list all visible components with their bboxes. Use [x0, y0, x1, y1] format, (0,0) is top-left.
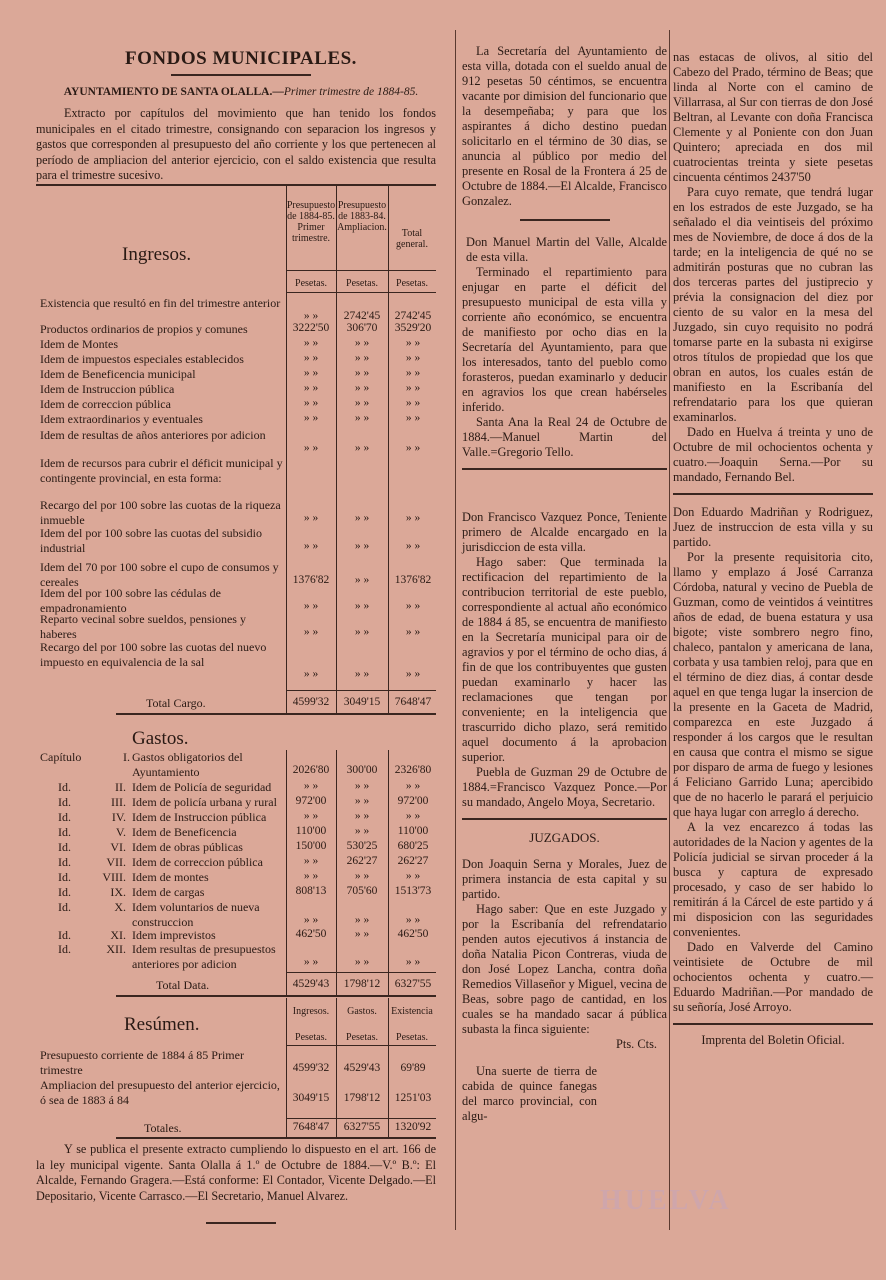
ingresos-row-c1: » »: [303, 668, 319, 680]
ingresos-row-c1: » »: [303, 337, 319, 349]
gastos-row-num: VII.: [106, 855, 126, 869]
closing-ornament: [206, 1222, 276, 1224]
closing-paragraph: Y se publica el presente extracto cumpliendo lo dispuesto en el art. 166 de la ley municipal vigente. Santa Olalla á 1.º de Octubre de 1884.—V.º B.º: El Alcalde, Fernando Gragera.—Está conforme: El Contador, Vicente Delgado.—El Depositario, Vicente Carrasco.—El Secretario, Manuel Alvarez.: [36, 1142, 436, 1203]
ingresos-row-c3: » »: [405, 668, 421, 680]
ingresos-row-label: Productos ordinarios de propios y comunes: [40, 322, 248, 336]
column-juzgados: [673, 50, 873, 1048]
gastos-row-label: Idem de Beneficencia: [132, 825, 237, 839]
gastos-row-cap: Capítulo: [40, 750, 82, 764]
gastos-row-num: IV.: [111, 810, 126, 824]
huelva-signature: Dado en Huelva á treinta y uno de Octubre de mil ochocientos ochenta y cuatro.—Joaquin Serna.—Por su mandado, Fernando Bel.: [673, 425, 873, 484]
ingresos-row-c3: 1376'82: [394, 574, 432, 586]
resumen-row-c2: 1798'12: [343, 1092, 381, 1104]
ingresos-row-c2: » »: [354, 352, 370, 364]
ingresos-row-c1: » »: [303, 412, 319, 424]
gastos-row-c2: » »: [354, 928, 370, 940]
resumen-unit-1: Pesetas.: [295, 1032, 327, 1043]
ingresos-row-label: Idem de resultas de años anteriores por adicion: [40, 428, 266, 442]
resumen-row-label: Presupuesto corriente de 1884 á 85 Primer trimestre: [40, 1048, 244, 1077]
gastos-row-cap: Id.: [58, 825, 71, 839]
ingresos-row-label: Recargo del por 100 sobre las cuotas del nuevo impuesto en equivalencia de la sal: [40, 640, 267, 669]
ingresos-row-c1: 3222'50: [292, 322, 330, 334]
total-cargo-label: Total Cargo.: [146, 696, 206, 710]
gastos-row-c3: » »: [405, 914, 421, 926]
subtitle: [36, 86, 446, 98]
ingresos-row-c2: » »: [354, 574, 370, 586]
gastos-row-label: Gastos obligatorios del Ayuntamiento: [132, 750, 243, 779]
totales-label: Totales.: [144, 1121, 182, 1135]
subtitle-rest: Primer trimestre de 1884-85.: [283, 86, 419, 98]
unit-2: Pesetas.: [346, 278, 378, 289]
gastos-row-c3: » »: [405, 956, 421, 968]
gastos-row-c2: » »: [354, 810, 370, 822]
ingresos-row-label: Idem de impuestos especiales establecidos: [40, 352, 244, 366]
resumen-row-c2: 4529'43: [343, 1062, 381, 1074]
imprenta-footer: Imprenta del Boletin Oficial.: [701, 1033, 845, 1047]
resumen-row-c1: 4599'32: [292, 1062, 330, 1074]
ingresos-row-c1: » »: [303, 352, 319, 364]
gastos-row-c2: 300'00: [346, 764, 378, 776]
ingresos-row-c2: » »: [354, 337, 370, 349]
ingresos-row-c3: 2742'45: [394, 310, 432, 322]
resumen-row-c3: 69'89: [400, 1062, 426, 1074]
total-cargo-c2: 3049'15: [343, 696, 381, 708]
unit-3: Pesetas.: [396, 278, 428, 289]
gastos-row-label: Idem de cargas: [132, 885, 205, 899]
gastos-row-c2: » »: [354, 825, 370, 837]
separator: [673, 493, 873, 495]
ingresos-row-label: Idem de Montes: [40, 337, 118, 351]
totales-c3: 1320'92: [394, 1121, 432, 1133]
total-data-c2: 1798'12: [343, 978, 381, 990]
archive-watermark: HUELVA: [600, 1185, 732, 1216]
ingresos-row-label: Recargo del por 100 sobre las cuotas de la riqueza inmueble: [40, 498, 281, 527]
gastos-bottom-rule: [116, 995, 436, 997]
ingresos-row-label: Existencia que resultó en fin del trimestre anterior: [40, 296, 281, 310]
resumen-col-ingresos: Ingresos.: [292, 1006, 330, 1017]
gastos-row-cap: Id.: [58, 870, 71, 884]
ingresos-bottom-rule: [116, 713, 436, 715]
separator: [462, 818, 667, 820]
ingresos-row-c2: » »: [354, 600, 370, 612]
ingresos-row-c2: 306'70: [346, 322, 378, 334]
gastos-row-label: Idem voluntarios de nueva construccion: [132, 900, 260, 929]
unit-rule: [286, 292, 436, 293]
ingresos-row-c1: » »: [303, 540, 319, 552]
separator: [673, 1023, 873, 1025]
gastos-row-cap: Id.: [58, 795, 71, 809]
ingresos-row-c3: » »: [405, 382, 421, 394]
ingresos-row-c3: » »: [405, 600, 421, 612]
col-header-total: Total general.: [396, 228, 428, 250]
gastos-row-c2: » »: [354, 795, 370, 807]
gastos-row-num: XI.: [110, 928, 126, 942]
ingresos-row-label: Idem de correccion pública: [40, 397, 171, 411]
madrinan-heading: Don Eduardo Madriñan y Rodriguez, Juez de instruccion de esta villa y su partido.: [673, 505, 873, 549]
ingresos-row-label: Idem del por 100 sobre las cédulas de empadronamiento: [40, 586, 221, 615]
gastos-row-label: Idem de montes: [132, 870, 209, 884]
ingresos-row-c2: » »: [354, 540, 370, 552]
gastos-row-c1: » »: [303, 956, 319, 968]
ingresos-row-label: Idem extraordinarios y eventuales: [40, 412, 203, 426]
ingresos-row-c2: » »: [354, 382, 370, 394]
ingresos-row-c2: » »: [354, 412, 370, 424]
ingresos-row-c2: » »: [354, 442, 370, 454]
gastos-row-cap: Id.: [58, 810, 71, 824]
ingresos-row-c3: » »: [405, 512, 421, 524]
separator: [520, 219, 610, 221]
ingresos-row-c1: 1376'82: [292, 574, 330, 586]
subtitle-prefix: AYUNTAMIENTO DE SANTA OLALLA.—: [63, 86, 284, 98]
gastos-row-c1: 808'13: [295, 885, 327, 897]
gastos-row-label: Idem de obras públicas: [132, 840, 243, 854]
ingresos-row-c2: » »: [354, 626, 370, 638]
rectificacion-notice: Hago saber: Que terminada la rectificacion del repartimiento de la contribucion territorial de este pueblo, correspondiente al actual año económico de 1884 á 85, se encuentra de manifiesto en la Secretaría municipal para oir de agravios y por el término de ocho dias, á fin de que los contribuyentes que gusten puedan examinarlo y hacer las reclamaciones que tengan por conveniente; en la inteligencia que trascurrido dicho plazo, será remitido aquel documento á la aprobacion superior.: [462, 555, 667, 764]
gastos-row-c2: 705'60: [346, 885, 378, 897]
resumen-row-label: Ampliacion del presupuesto del anterior ejercicio, ó sea de 1883 á 84: [40, 1078, 280, 1107]
ingresos-row-c3: 3529'20: [394, 322, 432, 334]
column-rule-2: [669, 30, 670, 1230]
gastos-row-c3: 110'00: [397, 825, 429, 837]
juzgados-heading: JUZGADOS.: [529, 830, 600, 845]
totales-c2: 6327'55: [343, 1121, 381, 1133]
totales-c1: 7648'47: [292, 1121, 330, 1133]
gastos-row-num: VIII.: [102, 870, 126, 884]
gastos-row-c3: 972'00: [397, 795, 429, 807]
total-data-rule: [286, 972, 436, 973]
gastos-row-label: Idem de correccion pública: [132, 855, 263, 869]
ingresos-row-c3: » »: [405, 397, 421, 409]
total-data-label: Total Data.: [156, 978, 210, 992]
ingresos-row-label: Idem de recursos para cubrir el déficit municipal y contingente provincial, en esta forma:: [40, 456, 283, 485]
ingresos-row-c2: » »: [354, 668, 370, 680]
gastos-row-num: I.: [123, 750, 130, 764]
gastos-row-label: Idem de Instruccion pública: [132, 810, 267, 824]
gastos-row-c1: 2026'80: [292, 764, 330, 776]
gastos-row-c3: » »: [405, 870, 421, 882]
repartimiento-notice: Terminado el repartimiento para enjugar en parte el déficit del presupuesto municipal de esta villa y corriente año económico, se encuentra de manifiesto por ocho dias en la Secretaría del Ayuntamiento, para que los interesados, tanto del pueblo como forasteros, puedan examinarlo y deducir en agravios los que crean habérseles inferido.: [462, 265, 667, 414]
finca-description: Una suerte de tierra de cabida de quince fanegas del marco provincial, con algu-: [462, 1064, 597, 1123]
separator: [462, 468, 667, 470]
unit-1: Pesetas.: [295, 278, 327, 289]
resumen-row-c1: 3049'15: [292, 1092, 330, 1104]
gastos-row-c1: » »: [303, 780, 319, 792]
captura-paragraph: A la vez encarezco á todas las autoridades de la Nacion y agentes de la Policía judicial se sirvan proceder á la busca y captura de expresado procesado, y caso de ser habido lo remitirán á la Cárcel de este partido y á mi disposicion con las seguridades convenientes.: [673, 820, 873, 939]
totales-rule: [286, 1118, 436, 1119]
ingresos-row-c3: » »: [405, 442, 421, 454]
ingresos-row-c2: 2742'45: [343, 310, 381, 322]
gastos-row-c3: 1513'73: [394, 885, 432, 897]
gastos-row-num: III.: [111, 795, 126, 809]
gastos-row-cap: Id.: [58, 885, 71, 899]
gastos-row-num: X.: [114, 900, 126, 914]
ingresos-row-label: Idem de Beneficencia municipal: [40, 367, 196, 381]
gastos-row-num: IX.: [110, 885, 126, 899]
gastos-row-c3: 2326'80: [394, 764, 432, 776]
gastos-row-c3: » »: [405, 780, 421, 792]
gastos-row-c1: » »: [303, 810, 319, 822]
ingresos-row-label: Idem del 70 por 100 sobre el cupo de consumos y cereales: [40, 560, 279, 589]
ingresos-row-c2: » »: [354, 367, 370, 379]
gastos-row-c1: 462'50: [295, 928, 327, 940]
ingresos-row-label: Reparto vecinal sobre sueldos, pensiones y haberes: [40, 612, 246, 641]
ingresos-row-c1: » »: [303, 512, 319, 524]
gastos-row-num: XII.: [106, 942, 126, 956]
gastos-row-c2: » »: [354, 870, 370, 882]
gastos-row-c2: » »: [354, 914, 370, 926]
gastos-row-cap: Id.: [58, 855, 71, 869]
section-gastos: Gastos.: [132, 728, 189, 749]
section-resumen: Resúmen.: [124, 1014, 200, 1035]
col-header-presupuesto-1884: Presupuesto de 1884-85. Primer trimestre.: [286, 200, 336, 244]
gastos-row-cap: Id.: [58, 942, 71, 956]
gastos-row-num: II.: [115, 780, 126, 794]
resumen-unit-rule: [286, 1045, 436, 1046]
remate-paragraph: Para cuyo remate, que tendrá lugar en los estrados de este Juzgado, se ha señalado el dia veintiseis del próximo mes de Noviembre, de doce á dos de la tarde; en la inteligencia de qué no se admitirán posturas que no cubran las dos terceras partes del justiprecio y prévia la consignacion del diez por ciento de su valor en la mesa del Juzgado, sin cuyo requisito no podrá tomarse parte en la subasta ni exigirse otros títulos de propiedad que los que obran en autos, los cuales están de manifiesto en la Escribanía del refrendatario para los que quieran examinarlos.: [673, 185, 873, 424]
gastos-row-c1: 972'00: [295, 795, 327, 807]
gastos-row-cap: Id.: [58, 780, 71, 794]
pts-cts-header: Pts. Cts.: [616, 1037, 657, 1051]
ingresos-row-c1: » »: [303, 600, 319, 612]
gastos-row-num: VI.: [110, 840, 126, 854]
gastos-row-c2: 262'27: [346, 855, 378, 867]
resumen-col-existencia: Existencia: [391, 1006, 433, 1017]
resumen-bottom-rule: [116, 1137, 436, 1139]
gastos-row-c3: 262'27: [397, 855, 429, 867]
ingresos-row-c3: » »: [405, 540, 421, 552]
table-top-rule: [36, 184, 436, 186]
gastos-row-cap: Id.: [58, 840, 71, 854]
ingresos-row-label: Idem del por 100 sobre las cuotas del subsidio industrial: [40, 526, 262, 555]
ingresos-row-c1: » »: [303, 397, 319, 409]
serna-heading: Don Joaquin Serna y Morales, Juez de primera instancia de esta capital y su partido.: [462, 857, 667, 901]
gastos-row-c3: » »: [405, 810, 421, 822]
gastos-row-label: Idem imprevistos: [132, 928, 216, 942]
column-rule-1: [455, 30, 456, 1230]
gastos-row-c2: 530'25: [346, 840, 378, 852]
resumen-unit-2: Pesetas.: [346, 1032, 378, 1043]
requisitoria-paragraph: Por la presente requisitoria cito, llamo y emplazo á José Carranza Córdoba, natural y vecino de Puebla de Guzman, como de veintidos á veintitres años de edad, de buena estatura y usa bigote; viste sombrero negro fino, chaleco, pantalon y americana de lana, corbata y usa tambien reloj, para que en el término de diez dias, á contar desde aquel en que tenga lugar la insercion de la presente en la Gaceta de Madrid, comparezca en este Juzgado á responder á los cargos que le resultan en causa que contra el mismo se sigue por disparo de arma de fuego y lesiones á Feliciano Garrido Luna; apercibido que de no hacerlo le parará el perjuicio que haya lugar con arreglo á derecho.: [673, 550, 873, 819]
gastos-row-c1: 110'00: [295, 825, 327, 837]
ingresos-row-c2: » »: [354, 397, 370, 409]
col-header-presupuesto-1883: Presupuesto de 1883-84. Ampliacion.: [337, 200, 387, 233]
resumen-col-gastos: Gastos.: [347, 1006, 377, 1017]
gastos-row-num: V.: [115, 825, 126, 839]
secretaria-vacante-notice: La Secretaría del Ayuntamiento de esta villa, dotada con el sueldo anual de 912 pesetas 50 céntimos, se encuentra vacante por dimision del funcionario que la desempeñaba; y para que los aspirantes á dicho destino puedan solicitarlo en el término de 30 dias, se anuncia al público por medio del presente en Rosal de la Frontera á 25 de Octubre de 1884.—El Alcalde, Francisco Gonzalez.: [462, 44, 667, 208]
total-cargo-c3: 7648'47: [394, 696, 432, 708]
gastos-row-c3: 680'25: [397, 840, 429, 852]
finca-amount: 2437'50: [771, 170, 811, 184]
gastos-row-c2: » »: [354, 780, 370, 792]
martin-del-valle-heading: Don Manuel Martin del Valle, Alcalde de esta villa.: [466, 235, 667, 264]
gastos-row-label: Idem de policía urbana y rural: [132, 795, 277, 809]
gastos-row-c3: 462'50: [397, 928, 429, 940]
ingresos-row-c3: » »: [405, 367, 421, 379]
ingresos-row-c1: » »: [303, 626, 319, 638]
gastos-row-label: Idem resultas de presupuestos anteriores por adicion: [132, 942, 276, 971]
ingresos-row-c3: » »: [405, 412, 421, 424]
ingresos-row-c1: » »: [303, 382, 319, 394]
total-data-c1: 4529'43: [292, 978, 330, 990]
total-cargo-rule: [286, 690, 436, 691]
gastos-row-cap: Id.: [58, 928, 71, 942]
vazquez-ponce-heading: Don Francisco Vazquez Ponce, Teniente primero de Alcalde encargado en la jurisdiccion de esta villa.: [462, 510, 667, 554]
gastos-row-label: Idem de Policía de seguridad: [132, 780, 272, 794]
ingresos-row-c2: » »: [354, 512, 370, 524]
gastos-row-cap: Id.: [58, 900, 71, 914]
total-cargo-c1: 4599'32: [292, 696, 330, 708]
gastos-row-c1: 150'00: [295, 840, 327, 852]
rectificacion-signature: Puebla de Guzman 29 de Octubre de 1884.=Francisco Vazquez Ponce.—Por su mandado, Angelo Moya, Secretario.: [462, 765, 667, 809]
gastos-row-c1: » »: [303, 870, 319, 882]
ingresos-row-c1: » »: [303, 310, 319, 322]
page-title: FONDOS MUNICIPALES.: [125, 48, 357, 69]
header-rule: [286, 270, 436, 271]
gastos-row-c1: » »: [303, 855, 319, 867]
subasta-notice: Hago saber: Que en este Juzgado y por la Escribanía del refrendatario penden autos ejecutivos á instancia de doña Natalia Picon Contreras, viuda de don José Lopez Lancha, contra doña Remedios Villaseñor y Miguel, vecina de Beas, sobre pago de cantidad, en los cuales se ha mandado sacar á pública subasta la finca siguiente:: [462, 902, 667, 1036]
column-anuncios: [462, 44, 667, 1124]
intro-paragraph: Extracto por capítulos del movimiento que han tenido los fondos municipales en el citado trimestre, consignando con separacion los ingresos y gastos que corresponden al presupuesto del año corriente y los que pertenecen al período de ampliacion del anterior ejercicio, con el saldo existencia que resulta para el trimestre sucesivo.: [36, 106, 436, 182]
finca-continued-text: nas estacas de olivos, al sitio del Cabezo del Prado, término de Beas; que linda al Norte con el camino de Villarrasa, al Sur con tierras de don José Beltran, al Levante con doña Francisca Clemente y al Poniente con don Juan Quintero; apreciada en dos mil cuatrocientas treinta y siete pesetas cincuenta céntimos: [673, 50, 873, 184]
valverde-signature: Dado en Valverde del Camino veintisiete de Octubre de mil ochocientos ochenta y cuatro.—Eduardo Madriñan.—Por mandado de su señoría, José Arroyo.: [673, 940, 873, 1014]
title-ornament: [171, 74, 311, 76]
resumen-unit-3: Pesetas.: [396, 1032, 428, 1043]
ingresos-row-label: Idem de Instruccion pública: [40, 382, 175, 396]
gastos-row-c1: » »: [303, 914, 319, 926]
ingresos-row-c3: » »: [405, 626, 421, 638]
finca-continued: [673, 50, 873, 185]
ingresos-row-c1: » »: [303, 442, 319, 454]
ingresos-row-c3: » »: [405, 352, 421, 364]
total-data-c3: 6327'55: [394, 978, 432, 990]
resumen-row-c3: 1251'03: [394, 1092, 432, 1104]
section-ingresos: Ingresos.: [122, 244, 192, 265]
repartimiento-signature: Santa Ana la Real 24 de Octubre de 1884.—Manuel Martin del Valle.=Gregorio Tello.: [462, 415, 667, 459]
gastos-row-c2: » »: [354, 956, 370, 968]
ingresos-row-c3: » »: [405, 337, 421, 349]
ingresos-row-c1: » »: [303, 367, 319, 379]
